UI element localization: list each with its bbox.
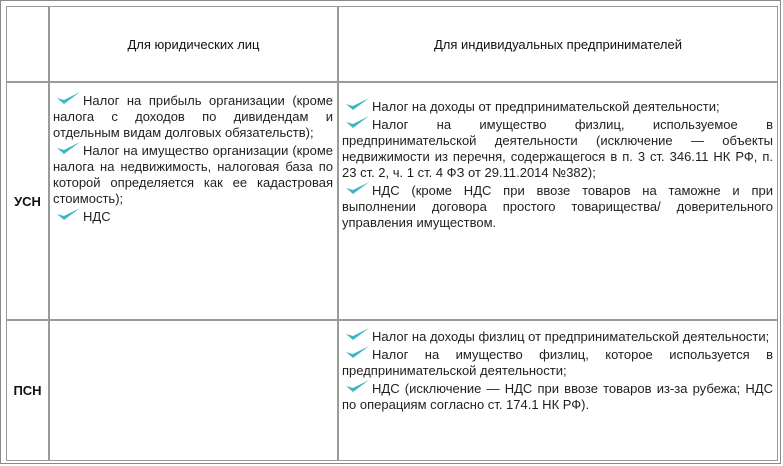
header-individual xyxy=(338,6,778,82)
header-individual-label: Для индивидуальных предпринимателей xyxy=(434,36,682,52)
list-item xyxy=(342,381,773,413)
usn-legal-cell xyxy=(49,82,338,320)
list-item-text: Налог на прибыль организации (кроме налога с доходов по дивидендам и отдельным видам долговых обязательств); xyxy=(53,93,333,140)
header-legal xyxy=(49,6,338,82)
checkmark-icon xyxy=(53,205,83,223)
checkmark-icon xyxy=(342,325,372,343)
checkmark-icon xyxy=(342,377,372,395)
checkmark-icon xyxy=(53,139,83,157)
list-item xyxy=(53,93,333,141)
row-label-usn xyxy=(6,82,49,320)
corner-cell xyxy=(6,6,49,82)
list-item-text: Налог на доходы физлиц от предпринимательской деятельности; xyxy=(372,329,770,344)
list-item xyxy=(342,99,773,115)
checkmark-icon xyxy=(342,95,372,113)
checkmark-icon xyxy=(53,89,83,107)
list-item-text: НДС (исключение — НДС при ввозе товаров из-за рубежа; НДС по операциям согласно ст. 174.1 НК РФ). xyxy=(342,381,773,412)
list-item-text: Налог на имущество физлиц, которое используется в предпринимательской деятельности; xyxy=(342,347,773,378)
psn-legal-cell xyxy=(49,320,338,461)
row-label-psn xyxy=(6,320,49,461)
header-legal-label: Для юридических лиц xyxy=(127,36,260,52)
psn-individual-cell xyxy=(338,320,778,461)
usn-individual-cell xyxy=(338,82,778,320)
list-item-text: НДС xyxy=(83,209,111,224)
list-item xyxy=(342,347,773,379)
list-item-text: Налог на имущество физлиц, используемое в предпринимательской деятельности (исключение — объекты недвижимости из перечня, содержащегося в п. 3 ст. 346.11 НК РФ, п. 23 ст. 2, ч. 1 ст. 4 ФЗ от 29.11.2014 №382); xyxy=(342,117,773,180)
list-item xyxy=(342,183,773,231)
row-label: УСН xyxy=(14,193,41,209)
list-item-text: Налог на доходы от предпринимательской деятельности; xyxy=(372,99,720,114)
list-item xyxy=(53,209,333,225)
list-item xyxy=(342,329,773,345)
row-label: ПСН xyxy=(13,383,42,398)
list-item xyxy=(342,117,773,181)
list-item xyxy=(53,143,333,207)
list-item-text: Налог на имущество организации (кроме налога на недвижимость, налоговая база по которой определяется как ее кадастровая стоимость); xyxy=(53,143,333,206)
checkmark-icon xyxy=(342,179,372,197)
checkmark-icon xyxy=(342,113,372,131)
checkmark-icon xyxy=(342,343,372,361)
list-item-text: НДС (кроме НДС при ввозе товаров на таможне и при выполнении договора простого товарищества/ доверительного управления имуществом. xyxy=(342,183,773,230)
